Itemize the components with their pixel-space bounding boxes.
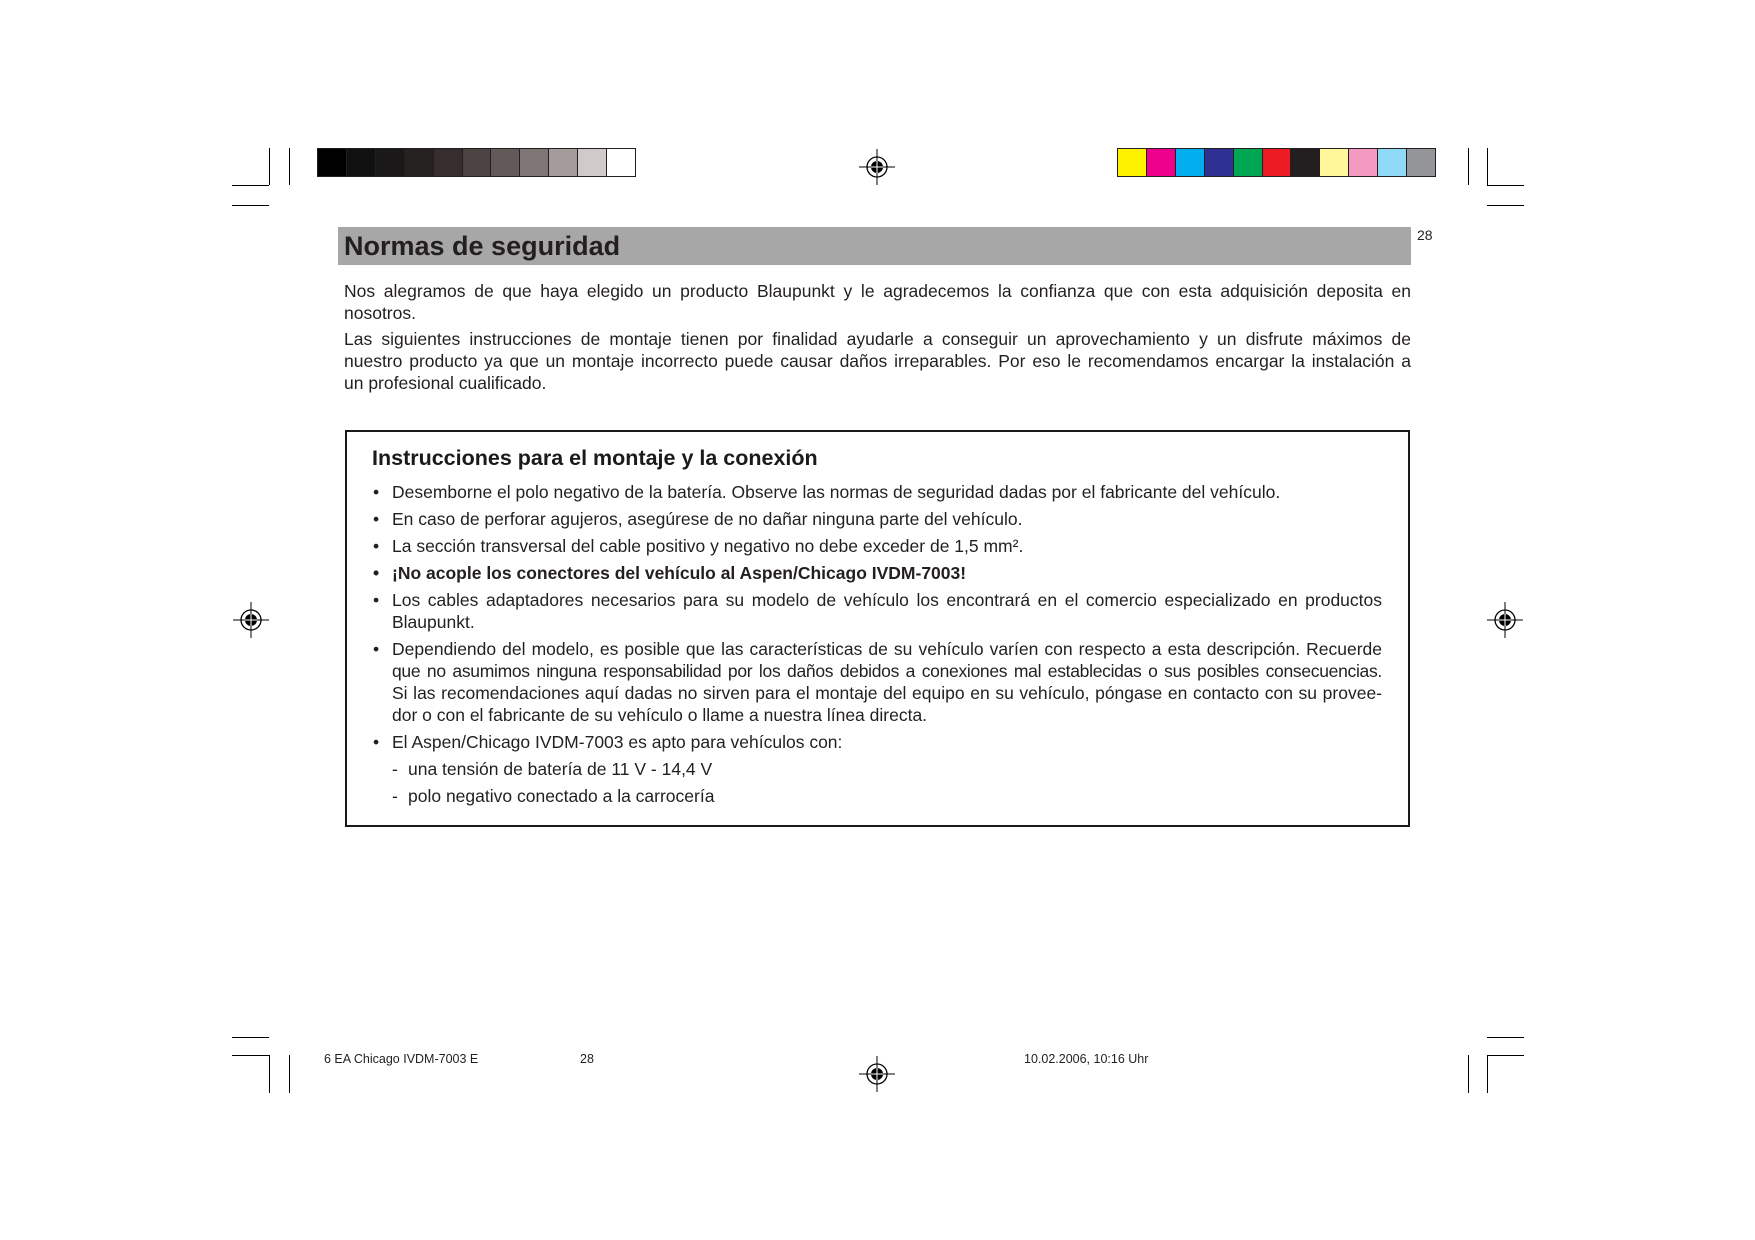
- bullet-marker: •: [373, 536, 380, 556]
- registration-mark-icon: [857, 147, 897, 187]
- grayscale-calibration-bar: [317, 148, 636, 177]
- registration-target-svg: [1485, 600, 1525, 640]
- color-patch: [1349, 149, 1378, 176]
- grayscale-patch: [463, 149, 492, 176]
- paragraph-line: Las siguientes instrucciones de montaje tienen por finalidad ayudarle a conseguir un aprovechamiento y un disfrute máximos de: [344, 329, 1411, 349]
- crop-mark-line: [269, 1055, 270, 1093]
- intro-paragraph: [344, 328, 1411, 394]
- paragraph-line: nosotros.: [344, 303, 416, 323]
- crop-mark-line: [1487, 185, 1524, 186]
- grayscale-patch: [578, 149, 607, 176]
- crop-mark-line: [1468, 148, 1469, 185]
- crop-mark-line: [1487, 1037, 1524, 1038]
- page-number: 28: [1417, 227, 1433, 243]
- footer-page-number: 28: [580, 1052, 594, 1066]
- registration-mark-icon: [857, 1054, 897, 1094]
- crop-mark-line: [232, 1037, 269, 1038]
- crop-mark-line: [1487, 1055, 1524, 1056]
- list-item-line: dor o con el fabricante de su vehículo o llame a nuestra línea directa.: [392, 705, 928, 725]
- instructions-list: [373, 481, 1382, 812]
- grayscale-patch: [607, 149, 635, 176]
- color-calibration-bar: [1117, 148, 1436, 177]
- color-patch: [1147, 149, 1176, 176]
- color-patch: [1176, 149, 1205, 176]
- color-patch: [1234, 149, 1263, 176]
- crop-mark-line: [1487, 148, 1488, 185]
- list-item: [373, 508, 1382, 530]
- paragraph-line: Nos alegramos de que haya elegido un producto Blaupunkt y le agradecemos la confianza que con esta adquisición deposita en: [344, 281, 1411, 301]
- bullet-marker: •: [373, 482, 380, 502]
- bullet-marker: •: [373, 639, 380, 659]
- list-item: [373, 481, 1382, 503]
- list-item-line: Si las recomendaciones aquí dadas no sirven para el montaje del equipo en su vehículo, póngase en contacto con su provee-: [392, 683, 1382, 703]
- sub-item-text: polo negativo conectado a la carrocería: [408, 786, 715, 806]
- instructions-box: [345, 430, 1410, 827]
- page-title: Normas de seguridad: [344, 231, 621, 261]
- color-patch: [1291, 149, 1320, 176]
- color-patch: [1320, 149, 1349, 176]
- list-item-line: En caso de perforar agujeros, asegúrese de no dañar ninguna parte del vehículo.: [392, 509, 1023, 529]
- list-item: [373, 589, 1382, 633]
- list-item-line: La sección transversal del cable positivo y negativo no debe exceder de 1,5 mm².: [392, 536, 1024, 556]
- color-patch: [1263, 149, 1292, 176]
- crop-mark-line: [289, 1055, 290, 1093]
- registration-target-svg: [231, 600, 271, 640]
- grayscale-patch: [549, 149, 578, 176]
- color-patch: [1205, 149, 1234, 176]
- section-title-bar: [338, 227, 1411, 265]
- warning-line: ¡No acople los conectores del vehículo al Aspen/Chicago IVDM-7003!: [392, 563, 967, 583]
- list-item: [373, 535, 1382, 557]
- color-patch: [1378, 149, 1407, 176]
- grayscale-patch: [347, 149, 376, 176]
- sub-item: [392, 785, 1382, 807]
- registration-target-svg: [857, 1054, 897, 1094]
- grayscale-patch: [434, 149, 463, 176]
- grayscale-patch: [405, 149, 434, 176]
- grayscale-patch: [491, 149, 520, 176]
- list-item-line: Los cables adaptadores necesarios para su modelo de vehículo los encontrará en el comercio especializado en productos: [392, 590, 1382, 610]
- list-item-line: Desemborne el polo negativo de la batería. Observe las normas de seguridad dadas por el fabricante del vehículo.: [392, 482, 1281, 502]
- paragraph-line: nuestro producto ya que un montaje incorrecto puede causar daños irreparables. Por eso le recomendamos encargar la instalación a: [344, 351, 1411, 371]
- color-patch: [1407, 149, 1435, 176]
- sub-item: [392, 758, 1382, 780]
- list-item-line: Blaupunkt.: [392, 612, 475, 632]
- crop-mark-line: [1487, 1055, 1488, 1093]
- grayscale-patch: [520, 149, 549, 176]
- grayscale-patch: [318, 149, 347, 176]
- crop-mark-line: [232, 205, 269, 206]
- grayscale-patch: [376, 149, 405, 176]
- sub-item-text: una tensión de batería de 11 V - 14,4 V: [408, 759, 713, 779]
- bullet-marker: •: [373, 509, 380, 529]
- registration-mark-icon: [231, 600, 271, 640]
- instructions-heading: Instrucciones para el montaje y la conexión: [372, 446, 818, 470]
- crop-mark-line: [232, 1055, 269, 1056]
- intro-paragraph: [344, 280, 1411, 324]
- crop-mark-line: [1487, 205, 1524, 206]
- registration-target-svg: [857, 147, 897, 187]
- list-item-line: Dependiendo del modelo, es posible que las características de su vehículo varíen con respecto a esta descripción. Recuerde: [392, 639, 1382, 659]
- footer-timestamp: 10.02.2006, 10:16 Uhr: [1024, 1052, 1149, 1066]
- crop-mark-line: [1468, 1055, 1469, 1093]
- bullet-marker: •: [373, 563, 380, 583]
- registration-mark-icon: [1485, 600, 1525, 640]
- intro-text: [344, 280, 1411, 394]
- bullet-marker: •: [373, 590, 380, 610]
- crop-mark-line: [269, 148, 270, 185]
- crop-mark-line: [289, 148, 290, 185]
- dash-marker: -: [392, 759, 398, 779]
- list-item-warning: [373, 562, 1382, 584]
- crop-mark-line: [232, 185, 269, 186]
- list-item: [373, 638, 1382, 726]
- color-patch: [1118, 149, 1147, 176]
- list-item: [373, 731, 1382, 807]
- paragraph-line: un profesional cualificado.: [344, 373, 547, 393]
- footer-file-name: 6 EA Chicago IVDM-7003 E: [324, 1052, 479, 1066]
- dash-marker: -: [392, 786, 398, 806]
- list-item-line: que no asumimos ninguna responsabilidad por los daños debidos a conexiones mal establecidas o sus posibles consecuencias.: [392, 661, 1382, 681]
- list-item-line: El Aspen/Chicago IVDM-7003 es apto para vehículos con:: [392, 732, 843, 752]
- bullet-marker: •: [373, 732, 380, 752]
